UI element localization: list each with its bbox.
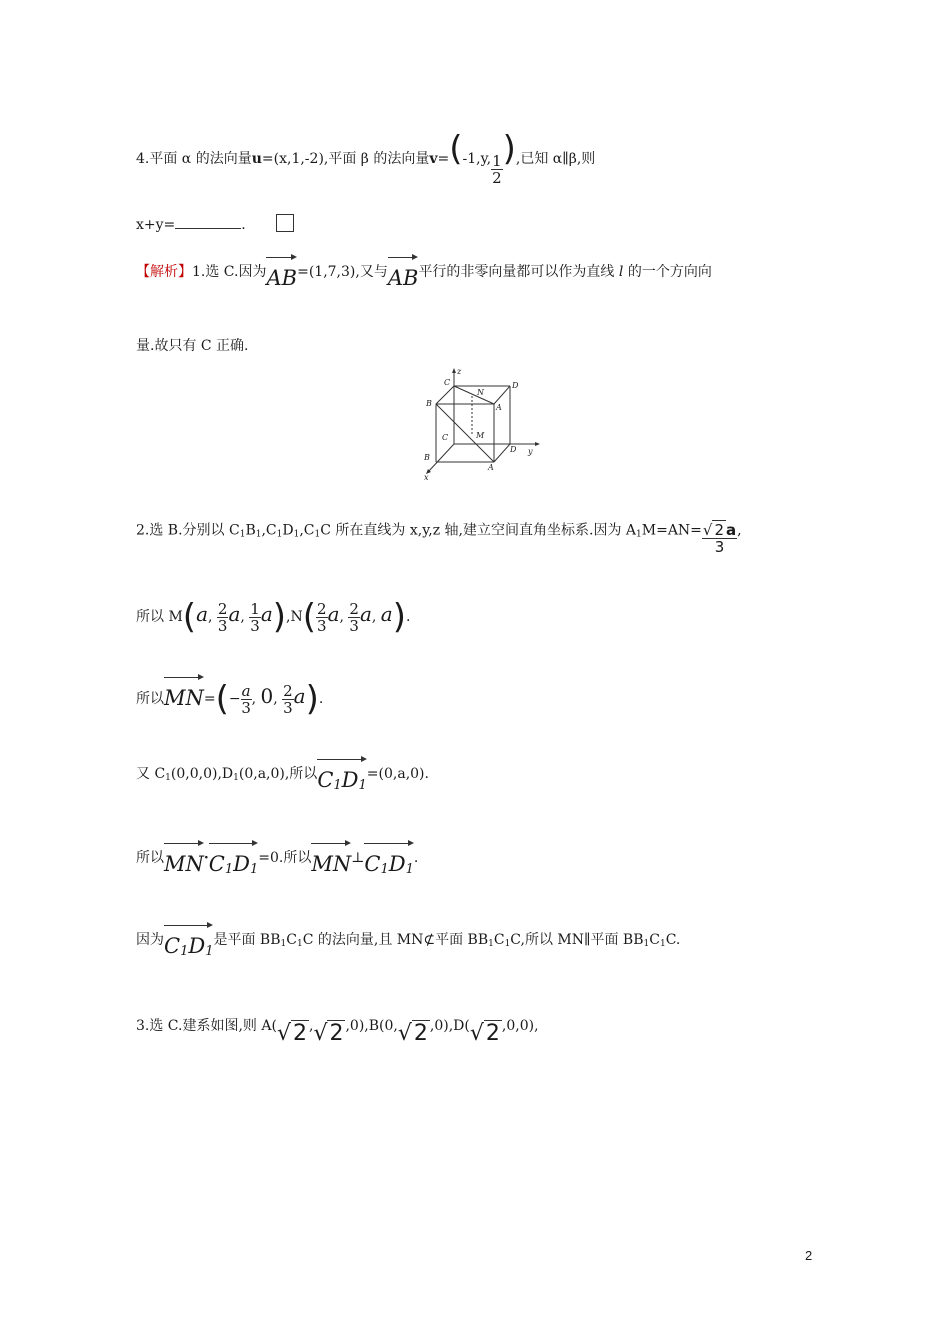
text: ,0),B(0, xyxy=(345,1018,398,1034)
text: ,N xyxy=(286,609,303,625)
sub: 1 xyxy=(165,773,171,783)
paren: ) xyxy=(305,679,319,719)
sub: 1 xyxy=(276,529,283,540)
text: 所以 xyxy=(136,691,164,707)
solution-2-dot-product xyxy=(136,848,418,880)
text: =(x,1,-2),平面 β 的法向量 xyxy=(261,151,430,167)
text: 所以 M xyxy=(136,609,183,625)
vector-d: D xyxy=(388,852,406,876)
sub: 1 xyxy=(488,939,494,949)
sub: 1 xyxy=(333,778,342,793)
text: C 的法向量,且 MN⊄平面 BB xyxy=(302,932,489,948)
sub: 1 xyxy=(358,778,367,793)
solution-1-line-1 xyxy=(136,262,712,291)
sub: 1 xyxy=(293,529,300,540)
label-c1: C xyxy=(442,433,449,442)
sub: 1 xyxy=(180,944,189,959)
paren: ) xyxy=(272,597,287,637)
sub: 1 xyxy=(504,939,511,949)
paren: ( xyxy=(215,679,229,719)
text: , xyxy=(308,1018,314,1034)
denominator: 3 xyxy=(349,616,359,635)
vector-u: u xyxy=(251,151,262,167)
text: . xyxy=(241,217,246,233)
text: M=AN= xyxy=(641,522,702,539)
text: . xyxy=(318,691,324,707)
sub: 1 xyxy=(233,773,239,783)
var-a: a xyxy=(228,602,241,626)
denominator: 3 xyxy=(714,538,725,556)
solution-2-normal-vector xyxy=(136,930,680,962)
fraction-one-half xyxy=(491,153,503,186)
text: 又 C xyxy=(136,766,166,782)
vector-v: v xyxy=(429,151,438,167)
text: C xyxy=(286,932,297,948)
vector-c: C xyxy=(164,934,181,958)
solution-1-line-2: 量.故只有 C 正确. xyxy=(136,338,249,354)
solution-2-line-1 xyxy=(136,514,742,556)
sub: 1 xyxy=(239,529,246,540)
vector-label: MN xyxy=(164,686,204,710)
solution-2-c1d1 xyxy=(136,764,429,796)
vector-label: MN xyxy=(164,852,204,876)
text: 因为 xyxy=(136,932,164,948)
text: . xyxy=(413,850,419,866)
vector-label: MN xyxy=(311,852,352,876)
sub: 1 xyxy=(314,529,321,540)
sub: 1 xyxy=(659,939,666,949)
denominator: 3 xyxy=(241,698,251,717)
var-a: a xyxy=(380,602,393,626)
text: 3.选 C.建系如图,则 A( xyxy=(136,1018,277,1034)
text: 1.选 C.因为 xyxy=(192,264,267,280)
solution-2-mn-vector: 所以 MN=(− $\frac{a}{3}$ , 0, $\frac{2}{3}$ a). xyxy=(136,682,323,722)
text: C,所以 MN∥平面 BB xyxy=(510,932,644,948)
answer-blank xyxy=(175,216,241,229)
vector-c: C xyxy=(208,852,225,876)
vector-mn xyxy=(164,848,204,877)
vector-c1d1 xyxy=(209,848,258,880)
vector-d: D xyxy=(188,934,206,958)
vector-label: AB xyxy=(387,266,419,290)
text: C xyxy=(649,932,660,948)
text: 2.选 B.分别以 C xyxy=(136,522,240,539)
label-b1: B xyxy=(424,453,430,462)
text: 4.平面 α 的法向量 xyxy=(136,151,252,167)
cube-diagram xyxy=(420,366,544,482)
vector-d: D xyxy=(233,852,250,876)
var-a: a xyxy=(293,684,306,708)
vector-c1d1 xyxy=(164,930,213,962)
solution-2-m-n-coords: 所以 M(a, $\frac{2}{3}$ a, $\frac{1}{3}$ a),N( $\frac{2}{3}$ a, $\frac{2}{3}$ a, a). xyxy=(136,597,411,637)
text: ,已知 α∥β,则 xyxy=(515,151,596,167)
text: = xyxy=(437,151,450,167)
text: . xyxy=(406,609,411,625)
vector-ab xyxy=(266,262,297,291)
numerator: 2 xyxy=(283,681,293,700)
text: 是平面 BB xyxy=(213,932,281,948)
text: =(0,a,0). xyxy=(366,766,429,782)
numerator: 2 xyxy=(217,599,228,618)
text: 平行的非零向量都可以作为直线 xyxy=(418,264,615,280)
radicand: 2 xyxy=(329,1021,344,1046)
sub: 1 xyxy=(205,944,214,959)
sub: 1 xyxy=(280,939,287,949)
text: C. xyxy=(665,932,681,948)
text: ,0),D( xyxy=(429,1018,470,1034)
sub: 1 xyxy=(249,862,259,877)
text: =0.所以 xyxy=(258,850,312,866)
var-a: a xyxy=(260,602,273,626)
zero: 0 xyxy=(260,684,274,708)
vector-mn xyxy=(311,848,351,877)
checkbox-icon xyxy=(276,214,294,232)
denominator: 2 xyxy=(492,168,502,187)
left-paren: ( xyxy=(449,129,463,169)
sub: 1 xyxy=(636,529,642,540)
line-l: l xyxy=(618,264,624,280)
var-a: a xyxy=(327,602,340,626)
radicand: 2 xyxy=(292,1021,307,1046)
numerator: a xyxy=(241,681,251,700)
radicand: 2 xyxy=(714,521,725,539)
label-y: y xyxy=(528,447,533,456)
label-d1: D xyxy=(510,445,517,454)
text: -1,y, xyxy=(462,151,492,167)
label-c: C xyxy=(444,378,451,387)
analysis-tag: 【解析】 xyxy=(136,264,192,280)
sub: 1 xyxy=(224,862,234,877)
text: C xyxy=(493,932,505,948)
perp-symbol: ⊥ xyxy=(351,850,365,866)
label-a: A xyxy=(496,403,502,412)
sub: 1 xyxy=(405,862,414,877)
vector-c1d1 xyxy=(317,764,366,796)
text: ,C xyxy=(299,522,315,539)
paren: ( xyxy=(302,597,317,637)
text: =(1,7,3),又与 xyxy=(297,264,388,280)
fraction-sqrt2a-over-3: $\frac{√ 2 a}{3}$ xyxy=(702,521,737,556)
text: x+y= xyxy=(136,217,176,233)
var-a: a xyxy=(196,602,208,626)
var-a: a xyxy=(726,521,737,539)
text: D xyxy=(282,522,294,539)
text: 所以 xyxy=(136,850,164,866)
sub: 1 xyxy=(643,939,650,949)
label-n: N xyxy=(477,388,484,397)
denominator: 3 xyxy=(283,698,293,717)
dot-symbol: · xyxy=(203,850,209,866)
label-a1: A xyxy=(488,463,494,472)
text: ,0,0), xyxy=(501,1018,539,1034)
vector-c1d1 xyxy=(364,848,413,880)
sub: 1 xyxy=(380,862,389,877)
text: C 所在直线为 x,y,z 轴,建立空间直角坐标系.因为 A xyxy=(320,522,637,539)
vector-d: D xyxy=(341,768,359,792)
right-paren: ) xyxy=(502,129,516,169)
vector-c: C xyxy=(317,768,334,792)
sub: 1 xyxy=(296,939,303,949)
label-b: B xyxy=(426,399,432,408)
sqrt-2: √2 xyxy=(276,1021,307,1046)
label-x: x xyxy=(424,473,429,482)
text: ,C xyxy=(261,522,277,539)
solution-3-line-1 xyxy=(136,1014,539,1046)
problem-4-line-2 xyxy=(136,214,294,235)
sqrt-2: √2 xyxy=(469,1021,500,1046)
sqrt-2: √2 xyxy=(397,1021,428,1046)
sqrt-2: √2 xyxy=(313,1021,344,1046)
paren: ) xyxy=(392,597,406,637)
label-z: z xyxy=(457,367,462,376)
denominator: 3 xyxy=(250,616,260,635)
text: = xyxy=(203,691,216,707)
vector-ab xyxy=(388,262,419,291)
label-d: D xyxy=(512,381,519,390)
problem-4-line-1 xyxy=(136,129,596,187)
text: 的一个方向向 xyxy=(627,264,712,280)
denominator: 3 xyxy=(217,616,228,635)
radicand: 2 xyxy=(485,1021,500,1046)
var-a: a xyxy=(359,602,372,626)
text: B xyxy=(245,522,256,539)
numerator: 1 xyxy=(250,599,260,618)
page-number: 2 xyxy=(805,1248,813,1263)
label-m: M xyxy=(476,431,485,440)
paren: ( xyxy=(182,597,197,637)
text: , xyxy=(737,522,742,539)
sub: 1 xyxy=(255,529,262,540)
vector-label: AB xyxy=(266,266,298,290)
numerator: 2 xyxy=(317,599,327,618)
denominator: 3 xyxy=(317,616,327,635)
numerator: 2 xyxy=(349,599,359,618)
text: (0,a,0),所以 xyxy=(238,766,318,782)
vector-mn xyxy=(164,682,204,711)
vector-c: C xyxy=(364,852,381,876)
numerator: 1 xyxy=(492,151,502,170)
text: (0,0,0),D xyxy=(170,766,234,782)
radicand: 2 xyxy=(413,1021,428,1046)
